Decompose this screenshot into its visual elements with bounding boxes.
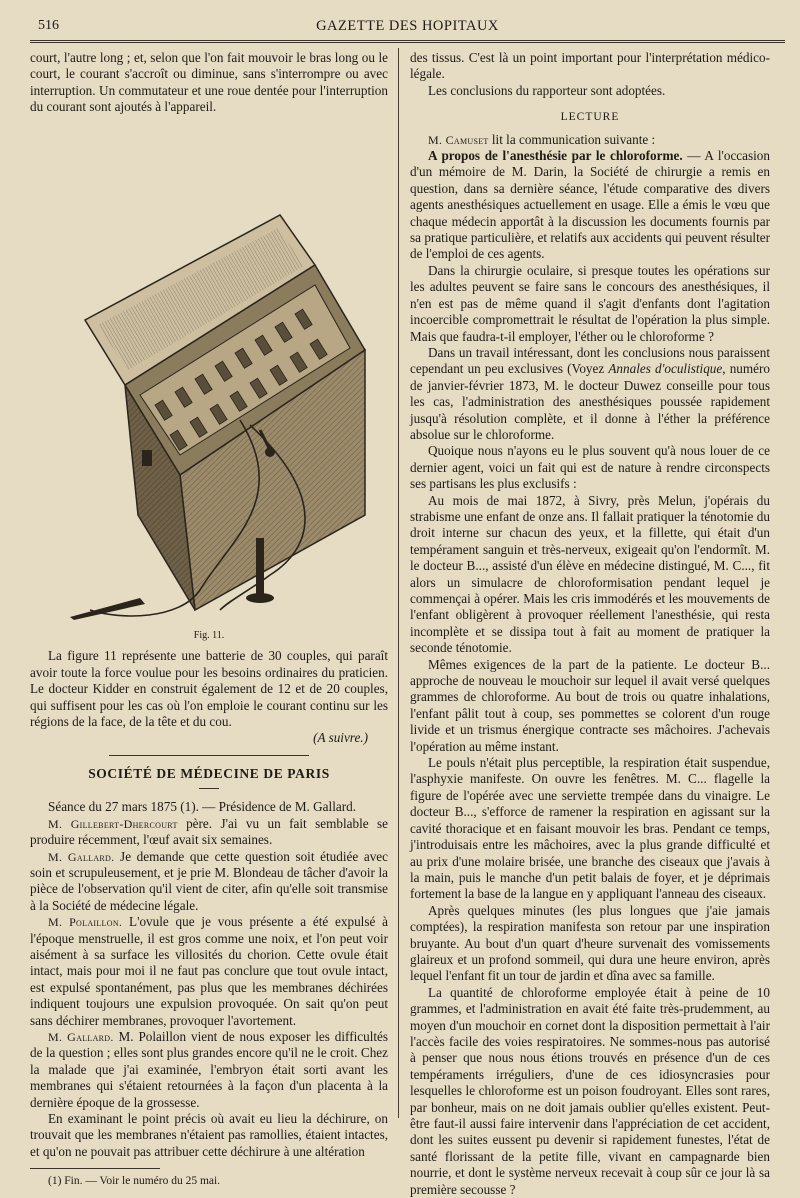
left-paragraph-end: En examinant le point précis où avait eu lieu la déchirure, on trouvait que les membranes n'étaient pas ramollies, étaient intactes, et qu'on ne pouvait pas attribuer cette déchirure à une altération — [30, 1111, 388, 1159]
right-paragraph-10: La quantité de chloroforme employée était à peine de 10 grammes, et l'administration en avait été faite très-prudemment, au moyen d'un mouchoir en cornet dont la disposition permettait à l'air l'accès facile des voies respiratoires. Ne sommes-nous pas autorisé à penser que nous nous étions trouvés en présence d'un de ces tempéraments irréguliers, d'une de ces idiosyncrasies pour lesquelles le chloroforme est un poison foudroyant. Elles sont rares, par bonheur, mais on ne doit jamais oublier qu'elles existent. Peut-être faut-il aussi faire intervenir dans l'appréciation de cet accident, dont les suites eussent pu devenir si rapidement funestes, l'état de santé florissant de la petite fille, vivant en campagnarde bien nourrie, et dont le système nerveux recevait à coup sûr ce jour là sa première secousse ? — [410, 984, 770, 1197]
speech-text: lit la communication suivante : — [488, 131, 656, 147]
right-column — [410, 50, 770, 1198]
right-paragraph-1: des tissus. C'est là un point important pour l'interprétation médico-légale. — [410, 50, 770, 82]
lecture-heading: LECTURE — [560, 111, 620, 124]
right-paragraph-2: Les conclusions du rapporteur sont adoptées. — [428, 82, 666, 98]
right-paragraph-5: Quoique nous n'ayons eu le plus souvent qu'à nous louer de ce dernier agent, voici un fait qui est de nature à rendre circonspects ses partisans les plus exclusifs : — [410, 443, 770, 492]
speech-text: père. J'ai vu un fait semblable se produire récemment, l'œuf avait six semaines. — [30, 815, 388, 848]
p4-text-b: , numéro de janvier-février 1873, M. le docteur Duwez conseille pour tous les cas, l'administration des anesthésiques poussée rapidement jusqu'à résolution complète, et il donne à l'éther la préférence absolue sur le chloroforme. — [410, 361, 770, 442]
section-short-rule — [199, 788, 219, 789]
speech-text: L'ovule que je vous présente a été expulsé à l'époque menstruelle, il est gros comme une noix, et l'on peut voir aisément à sa surface les villosités du chorion. Cette ovule était intact, mais pour moi il ne faut pas conclure que tout ovule intact, est expulsé spontanément, pas plus que les membranes déchirées indiquent toujours une expulsion provoquée. On sait qu'on peut sans déchirer membranes, provoquer l'avortement. — [30, 914, 388, 1028]
article-intro — [410, 148, 770, 263]
speech-gallard-1 — [30, 849, 388, 915]
journal-title: GAZETTE DES HOPITAUX — [316, 18, 499, 34]
article-intro-text: — A l'occasion d'un mémoire de M. Darin, la Société de chirurgie a remis en question, dans sa dernière séance, l'étude comparative des divers agents anesthésiques actuellement en usage. Elle a émis le vœu que chaque médecin apportât à la discussion les documents fournis par sa pratique particulière, et relatifs aux accidents qui peuvent résulter de l'emploi de ces agents. — [410, 148, 770, 262]
section-separator — [109, 755, 309, 756]
journal-citation: Annales d'oculistique — [608, 361, 723, 377]
right-paragraph-6: Au mois de mai 1872, à Sivry, près Melun, j'opérais du strabisme une enfant de onze ans. Il fallait pratiquer la ténotomie du droit interne sur chacun des yeux, et la fillette, qui était d'un tempérament sanguin et très-nerveux, exigeait qu'on l'endormît. M. le docteur B..., assisté d'un élève en médecine distingué, M. C..., fit alors un simulacre de chloroformisation pendant lequel je commençai à opérer. Mais les cris immodérés et les mouvements de l'enfant obligèrent à provoquer réellement l'anesthésie, qui resta incomplète et se dissipa tout à fait au moment de pratiquer la seconde ténotomie. — [410, 492, 770, 656]
article-title: A propos de l'anesthésie par le chloroforme. — [428, 148, 683, 164]
speaker-name: M. Gallard. — [48, 849, 115, 864]
right-paragraph-7: Mêmes exigences de la part de la patiente. Le docteur B... approche de nouveau le mouchoir sur lequel il avait versé quelques grammes de chloroforme. Au bout de trois ou quatre inhalations, l'enfant pâlit tout à coup, ses pommettes se colorent d'un rouge livide et un trismus énergique contracte ses mâchoires. J'achevais l'opération au même instant. — [410, 656, 770, 754]
left-column — [30, 50, 388, 1190]
speaker-name: M. Polaillon. — [48, 915, 123, 930]
column-divider — [398, 48, 399, 1118]
footnote: (1) Fin. — Voir le numéro du 25 mai. — [48, 1175, 221, 1188]
p4-text-a: Dans un travail intéressant, dont les conclusions nous paraissent cependant un peu exclusives (Voyez — [410, 344, 770, 377]
speech-text: M. Polaillon vient de nous exposer les difficultés de la question ; elles sont plus grandes encore qu'il ne le croit. Chez la malade que j'ai examinée, l'embryon était sorti avant les membranes qui s'étaient retournées à la façon d'un placenta à la dernière époque de la grossesse. — [30, 1028, 389, 1110]
page-number: 516 — [38, 18, 59, 33]
figure-caption: Fig. 11. — [193, 630, 225, 642]
speaker-name: M. Gillebert-Dhercourt — [48, 816, 178, 831]
right-paragraph-4 — [410, 345, 770, 443]
left-paragraph-2: La figure 11 représente une batterie de 30 couples, qui paraît avoir toute la force voulue pour les besoins ordinaires du praticien. Le docteur Kidder en construit également de 12 et de 20 couples, qui suffisent pour les cas où l'on emploie le courant continu sur les régions de la face, de la tête et du cou. — [30, 648, 388, 730]
speech-polaillon — [30, 914, 388, 1029]
right-paragraph-8: Le pouls n'était plus perceptible, la respiration était suspendue, l'asphyxie manifeste. On ouvre les fenêtres. M. C... flagelle la figure de l'opérée avec une serviette trempée dans du vinaigre. Le docteur B..., s'efforce de ramener la respiration en agissant sur la cavité thoracique et en faisant mouvoir les bras. Pendant ce temps, j'introduisais entre les mâchoires, avec la plus grande difficulté et au prix d'une molaire brisée, une branche des ciseaux que j'avais à la main, puis le manche d'un petit balais de foyer, et je déprimais fortement la base de la langue en y appliquant l'anneau des ciseaux. — [410, 755, 770, 902]
speech-gallard-2 — [30, 1029, 388, 1111]
battery-illustration — [30, 120, 388, 620]
left-paragraph-1: court, l'autre long ; et, selon que l'on fait mouvoir le bras long ou le court, le courant s'accroît ou diminue, sans s'interrompre ou avec interruption. Un commutateur et une roue dentée pour l'interruption du courant sont ajoutés à l'appareil. — [30, 50, 388, 115]
speech-text: Je demande que cette question soit étudiée avec soin et scrupuleusement, et je prie M. Blondeau de tâcher d'avoir la pièce de l'observation qu'il vient de citer, afin qu'elle soit transmise à la Société de médecine légale. — [30, 848, 389, 913]
camuset-line — [410, 132, 770, 148]
right-paragraph-9: Après quelques minutes (les plus longues que j'aie jamais comptées), la respiration manifesta son retour par une inspiration bruyante. Au bout d'un quart d'heure survenait des vomissements glaireux et un profond sommeil, qui dura une heure environ, après lequel l'enfant fit un tour de jardin et dîna avec sa famille. — [410, 902, 770, 984]
page-header — [30, 12, 785, 38]
speech-gillebert — [30, 816, 388, 849]
speaker-name: M. Gallard. — [48, 1029, 114, 1044]
section-title: SOCIÉTÉ DE MÉDECINE DE PARIS — [88, 765, 330, 781]
right-paragraph-3: Dans la chirurgie oculaire, si presque toutes les opérations sur les adultes peuvent se faire sans le concours des anesthésiques, il n'en est pas de même quand il s'agit d'enfants dont l'agitation incoercible compromettrait le résultat de l'opération la plus simple. Mais que faudra-t-il employer, l'éther ou le chloroforme ? — [410, 262, 770, 344]
speaker-name: M. Camuset — [428, 132, 489, 147]
footnote-rule — [30, 1168, 160, 1169]
header-rule — [30, 40, 785, 43]
seance-line: Séance du 27 mars 1875 (1). — Présidence de M. Gallard. — [48, 799, 356, 815]
a-suivre: (A suivre.) — [313, 730, 368, 746]
